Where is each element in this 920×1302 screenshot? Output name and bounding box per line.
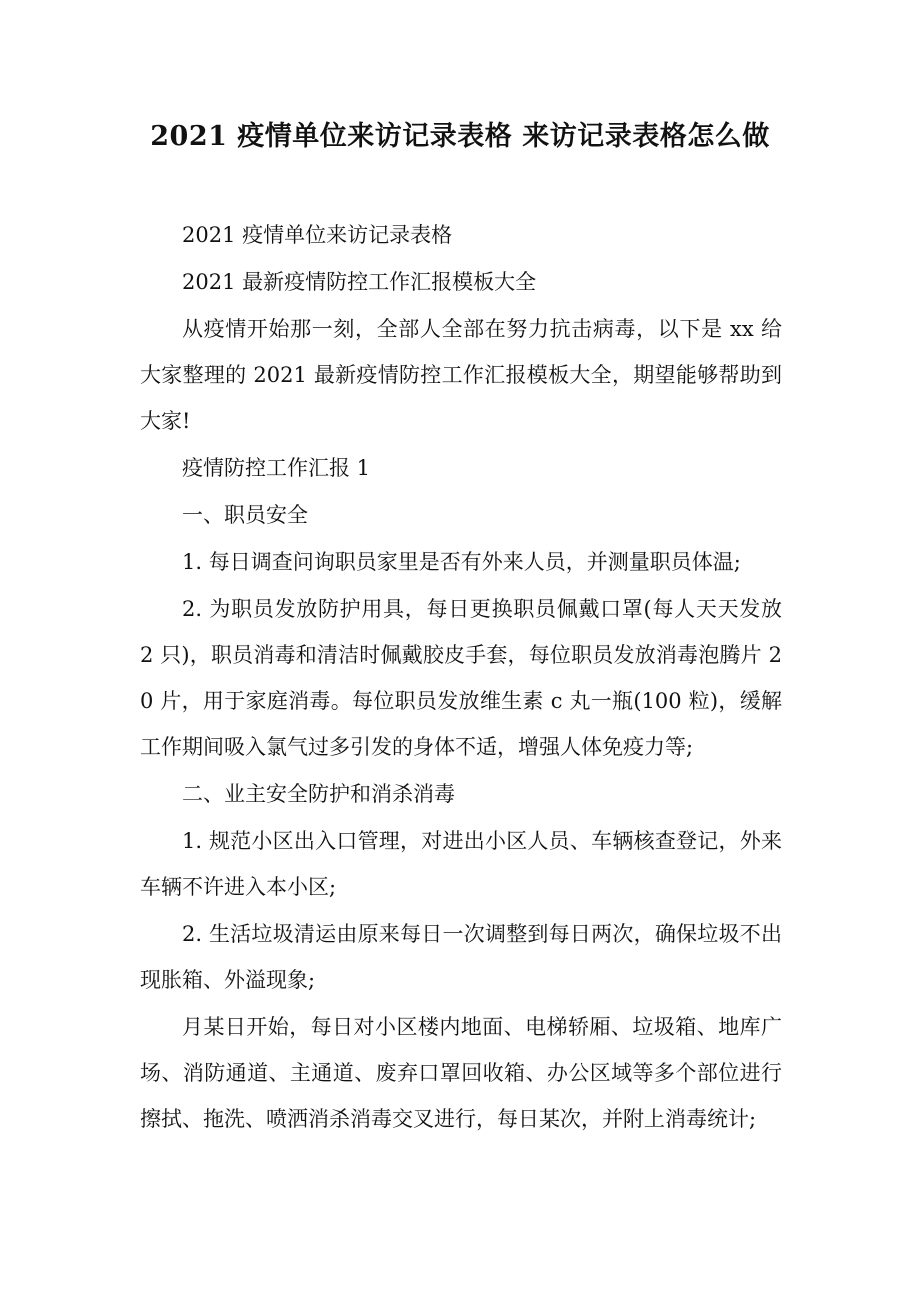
section-heading: 一、职员安全 (182, 503, 308, 527)
list-item: 1. 每日调查问询职员家里是否有外来人员，并测量职员体温; (182, 550, 741, 574)
paragraph: 2021 疫情单位来访记录表格 (182, 223, 453, 247)
paragraph: 从疫情开始那一刻，全部人全部在努力抗击病毒，以下是 xx 给大家整理的 2021 最新疫情防控工作汇报模板大全，期望能够帮助到大家! (140, 317, 782, 433)
section-heading: 疫情防控工作汇报 1 (182, 456, 371, 480)
list-item: 1. 规范小区出入口管理，对进出小区人员、车辆核查登记，外来车辆不许进入本小区; (140, 829, 782, 899)
list-item: 2. 为职员发放防护用具，每日更换职员佩戴口罩(每人天天发放 2 只)，职员消毒和清洁时佩戴胶皮手套，每位职员发放消毒泡腾片 20 片，用于家庭消毒。每位职员发放维生素 c 丸一瓶(100 粒)，缓解工作期间吸入氯气过多引发的身体不适，增强人体免疫力等; (140, 597, 782, 759)
paragraph: 月某日开始，每日对小区楼内地面、电梯轿厢、垃圾箱、地库广场、消防通道、主通道、废弃口罩回收箱、办公区域等多个部位进行擦拭、拖洗、喷洒消杀消毒交叉进行，每日某次，并附上消毒统计; (140, 1015, 782, 1131)
document-body (140, 212, 782, 1142)
paragraph: 2021 最新疫情防控工作汇报模板大全 (182, 270, 537, 294)
document-title: 2021 疫情单位来访记录表格 来访记录表格怎么做 (150, 121, 770, 152)
section-heading: 二、业主安全防护和消杀消毒 (182, 782, 455, 806)
list-item: 2. 生活垃圾清运由原来每日一次调整到每日两次，确保垃圾不出现胀箱、外溢现象; (140, 922, 782, 992)
